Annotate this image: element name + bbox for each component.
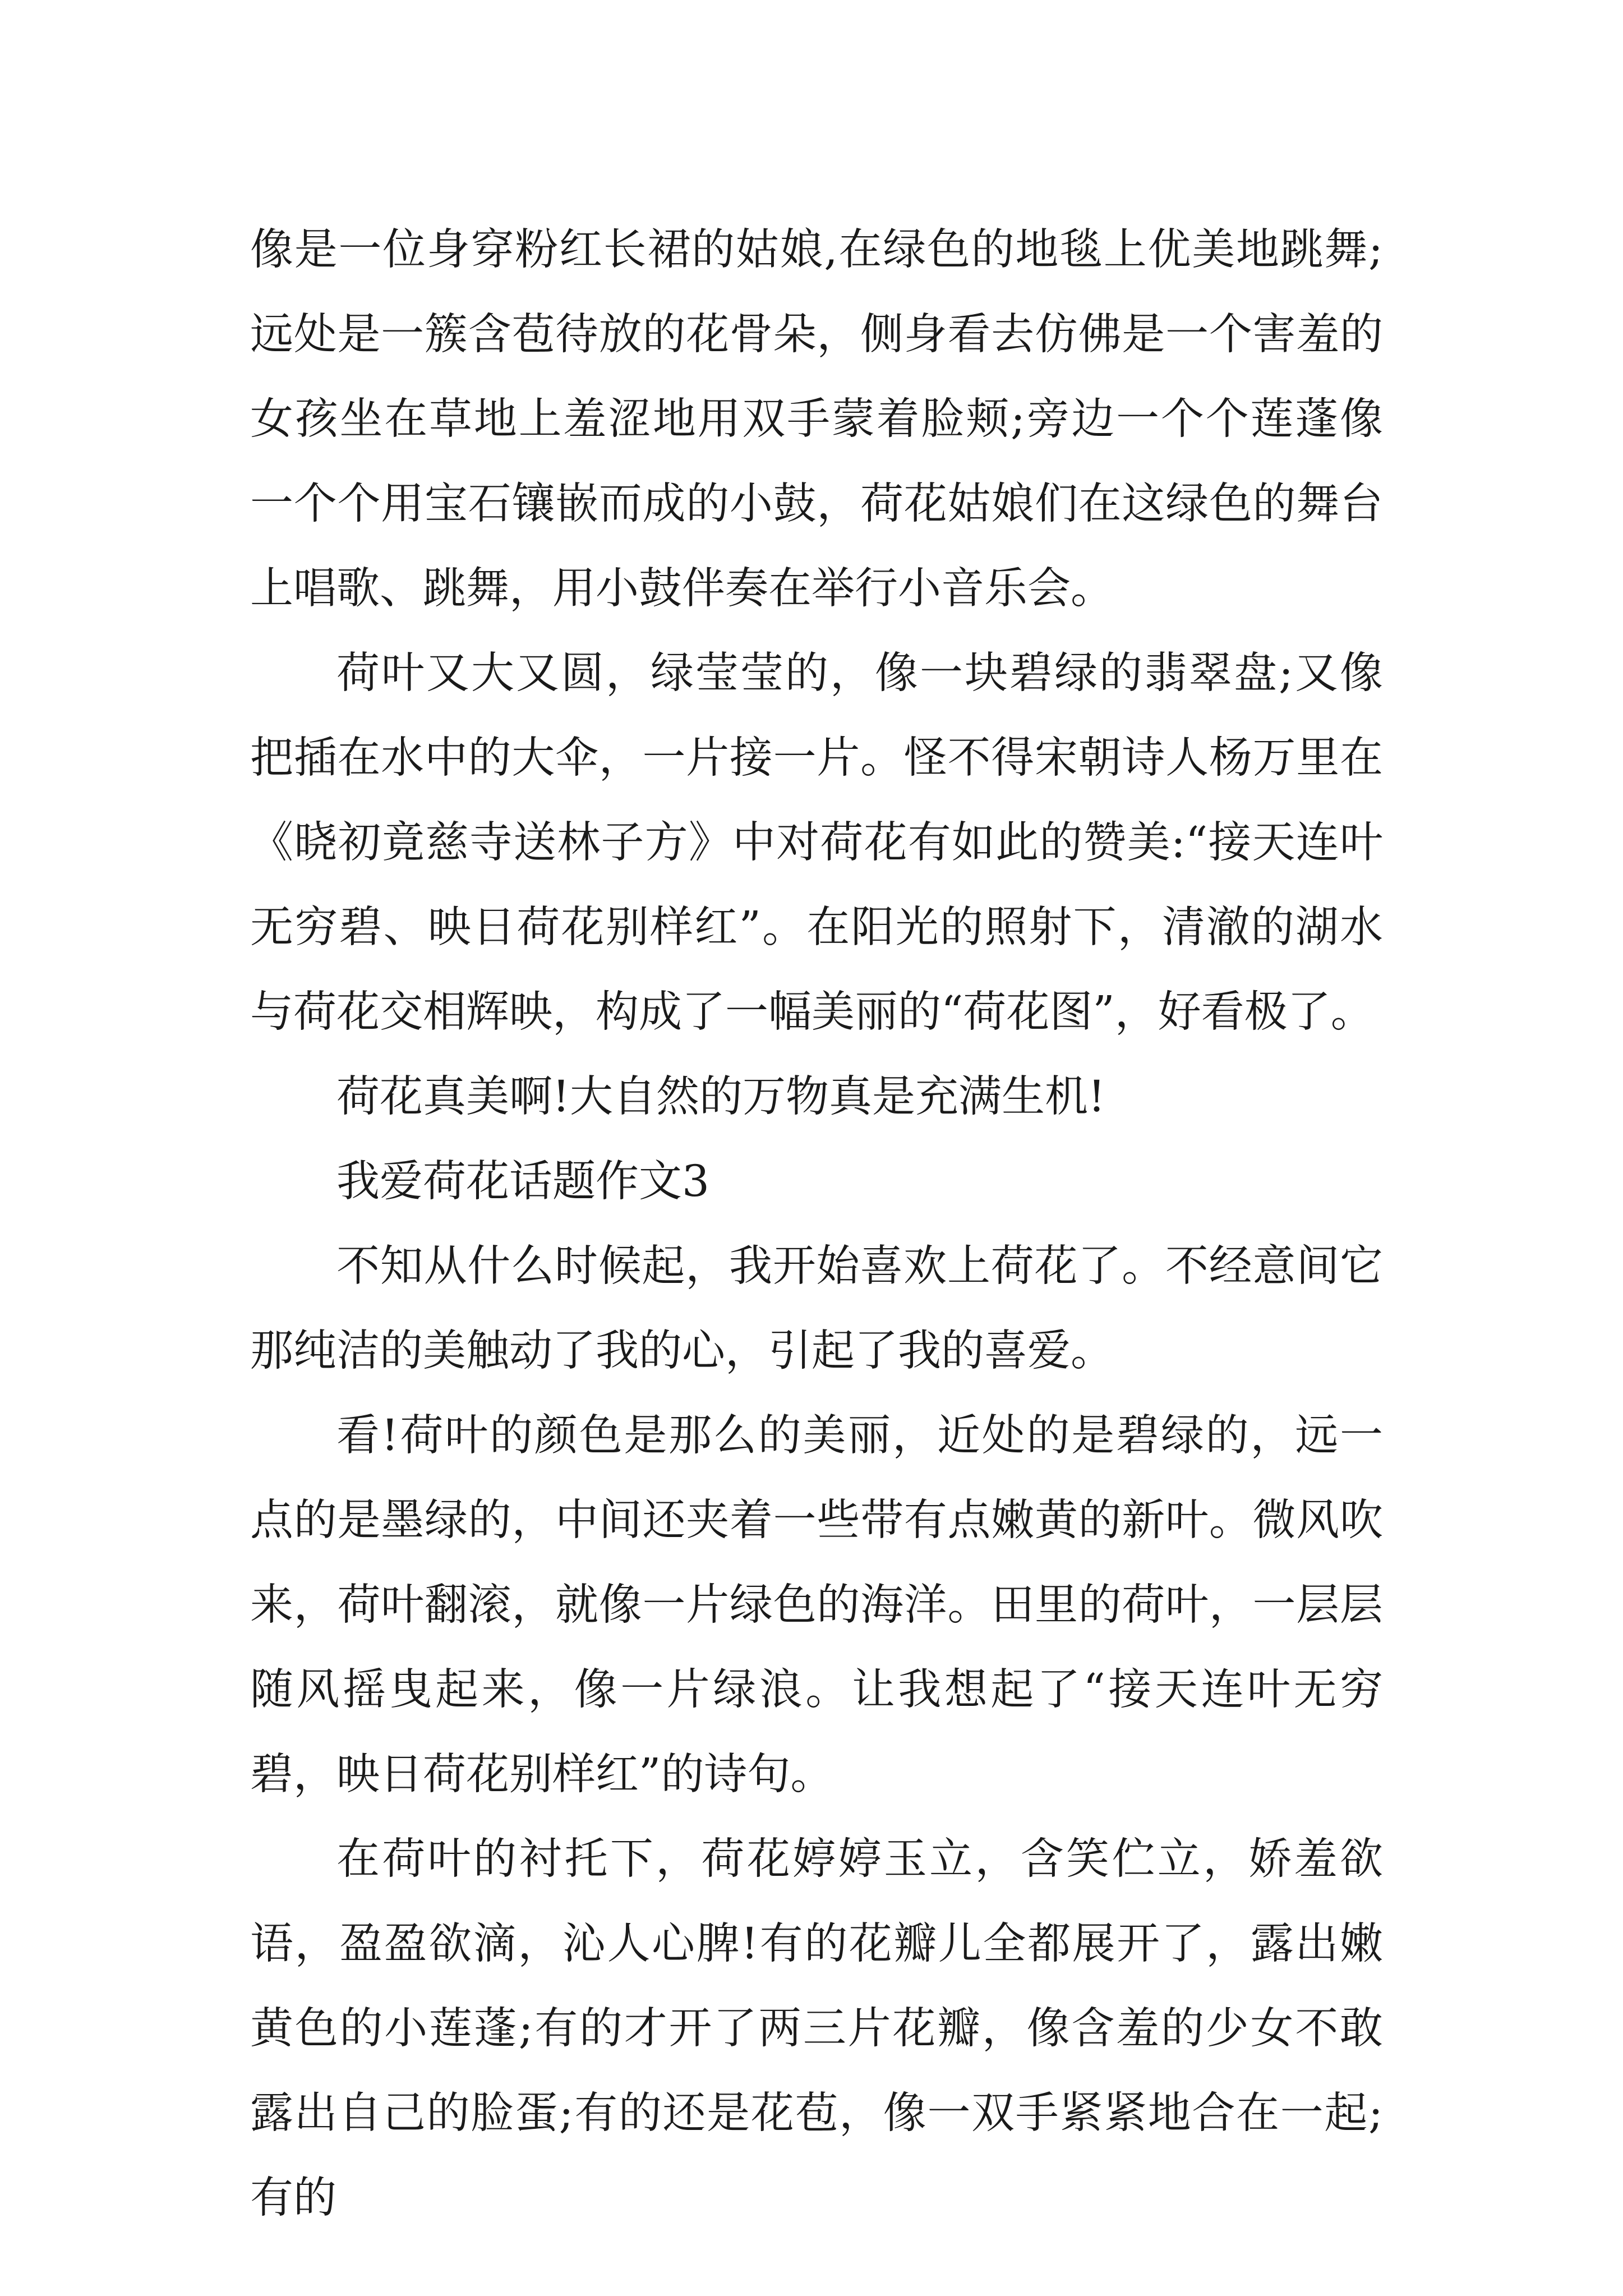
paragraph-intro: 不知从什么时候起，我开始喜欢上荷花了。不经意间它那纯洁的美触动了我的心，引起了我的喜爱。 bbox=[250, 1241, 1383, 1376]
paragraph-leaf-colors: 看!荷叶的颜色是那么的美丽，近处的是碧绿的，远一点的是墨绿的，中间还夹着一些带有点嫩黄的新叶。微风吹来，荷叶翻滚，就像一片绿色的海洋。田里的荷叶，一层层随风摇曳起来，像一片绿浪。让我想起了“接天连叶无穷碧，映日荷花别样红”的诗句。 bbox=[250, 1411, 1383, 1800]
document-page bbox=[250, 208, 1383, 2240]
essay-heading: 我爱荷花话题作文3 bbox=[336, 1157, 709, 1207]
paragraph-lotus-leaf: 荷叶又大又圆，绿莹莹的，像一块碧绿的翡翠盘;又像把插在水中的大伞，一片接一片。怪不得宋朝诗人杨万里在《晓初竟慈寺送林子方》中对荷花有如此的赞美:“接天连叶无穷碧、映日荷花别样红”。在阳光的照射下，清澈的湖水与荷花交相辉映，构成了一幅美丽的“荷花图”，好看极了。 bbox=[250, 648, 1383, 1037]
paragraph-continuation: 像是一位身穿粉红长裙的姑娘,在绿色的地毯上优美地跳舞;远处是一簇含苞待放的花骨朵，侧身看去仿佛是一个害羞的女孩坐在草地上羞涩地用双手蒙着脸颊;旁边一个个莲蓬像一个个用宝石镶嵌而成的小鼓，荷花姑娘们在这绿色的舞台上唱歌、跳舞，用小鼓伴奏在举行小音乐会。 bbox=[250, 225, 1383, 614]
paragraph-lotus-beauty: 荷花真美啊!大自然的万物真是充满生机! bbox=[336, 1072, 1105, 1122]
paragraph-lotus-blossoms: 在荷叶的衬托下，荷花婷婷玉立，含笑伫立，娇羞欲语，盈盈欲滴，沁人心脾!有的花瓣儿全都展开了，露出嫩黄色的小莲蓬;有的才开了两三片花瓣，像含羞的少女不敢露出自己的脸蛋;有的还是花苞，像一双手紧紧地合在一起;有的 bbox=[250, 1834, 1383, 2223]
